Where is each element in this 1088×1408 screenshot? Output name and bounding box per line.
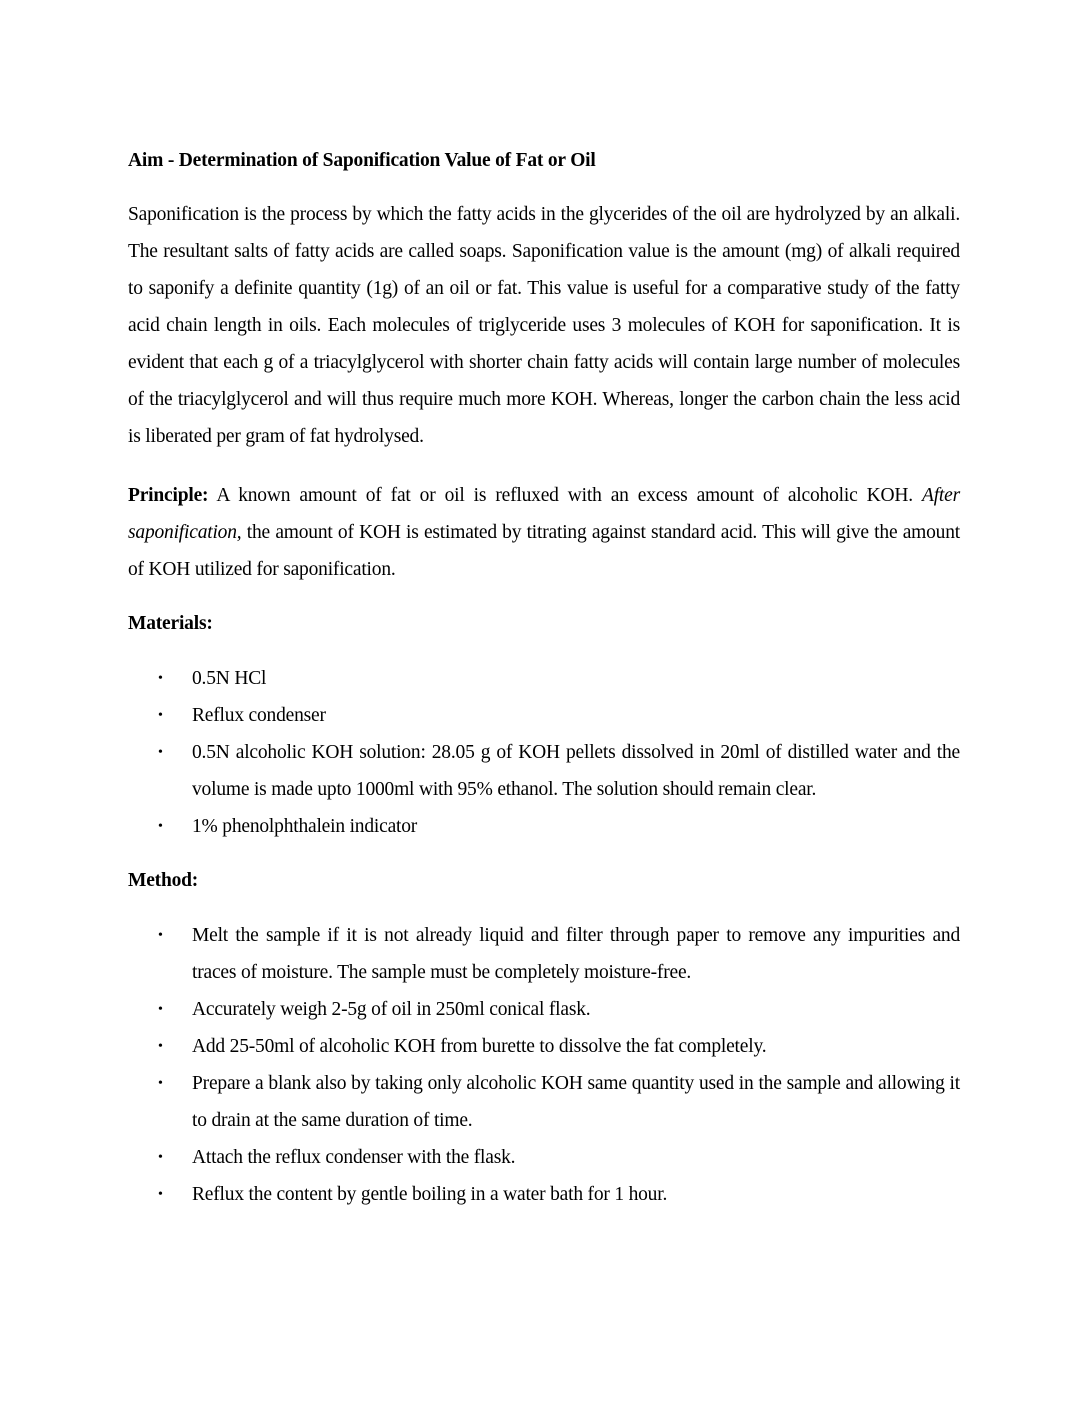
list-item xyxy=(128,1176,960,1213)
method-list xyxy=(128,917,960,1213)
bullet-icon: • xyxy=(158,1002,163,1017)
document-page xyxy=(128,147,960,1235)
list-item-text: Attach the reflux condenser with the flask. xyxy=(192,1147,516,1168)
list-item-text: Reflux condenser xyxy=(192,705,326,726)
list-item-text: 1% phenolphthalein indicator xyxy=(192,816,418,837)
bullet-icon: • xyxy=(158,671,163,686)
list-item-text: Add 25-50ml of alcoholic KOH from burette to dissolve the fat completely. xyxy=(192,1036,767,1057)
principle-text-2: the amount of KOH is estimated by titrating against standard acid. This will give the amount of KOH utilized for saponification. xyxy=(128,522,960,580)
method-heading: Method: xyxy=(128,870,199,891)
list-item-text: Reflux the content by gentle boiling in a water bath for 1 hour. xyxy=(192,1184,668,1205)
list-item-text: 0.5N HCl xyxy=(192,668,267,689)
bullet-icon: • xyxy=(158,928,163,943)
list-item xyxy=(128,1065,960,1139)
list-item xyxy=(128,660,960,697)
list-item-text: 0.5N alcoholic KOH solution: 28.05 g of KOH pellets dissolved in 20ml of distilled water and the volume is made upto 1000ml with 95% ethanol. The solution should remain clear. xyxy=(192,742,960,800)
bullet-icon: • xyxy=(158,1187,163,1202)
bullet-icon: • xyxy=(158,819,163,834)
bullet-icon: • xyxy=(158,1150,163,1165)
list-item xyxy=(128,734,960,808)
list-item xyxy=(128,808,960,845)
materials-list xyxy=(128,660,960,845)
principle-text-1: A known amount of fat or oil is refluxed with an excess amount of alcoholic KOH. xyxy=(208,485,922,506)
bullet-icon: • xyxy=(158,1076,163,1091)
document-title: Aim - Determination of Saponification Value of Fat or Oil xyxy=(128,150,596,171)
list-item xyxy=(128,697,960,734)
bullet-icon: • xyxy=(158,745,163,760)
list-item xyxy=(128,1028,960,1065)
principle-paragraph xyxy=(128,477,960,588)
materials-heading: Materials: xyxy=(128,613,213,634)
principle-label: Principle: xyxy=(128,485,209,506)
list-item-text: Accurately weigh 2-5g of oil in 250ml conical flask. xyxy=(192,999,591,1020)
list-item-text: Melt the sample if it is not already liquid and filter through paper to remove any impurities and traces of moisture. The sample must be completely moisture-free. xyxy=(192,925,960,983)
list-item xyxy=(128,917,960,991)
list-item xyxy=(128,1139,960,1176)
bullet-icon: • xyxy=(158,1039,163,1054)
intro-paragraph: Saponification is the process by which the fatty acids in the glycerides of the oil are hydrolyzed by an alkali. The resultant salts of fatty acids are called soaps. Saponification value is the amount (mg) of alkali required to saponify a definite quantity (1g) of an oil or fat. This value is useful for a comparative study of the fatty acid chain length in oils. Each molecules of triglyceride uses 3 molecules of KOH for saponification. It is evident that each g of a triacylglycerol with shorter chain fatty acids will contain large number of molecules of the triacylglycerol and will thus require much more KOH. Whereas, longer the carbon chain the less acid is liberated per gram of fat hydrolysed. xyxy=(128,204,960,447)
list-item xyxy=(128,991,960,1028)
list-item-text: Prepare a blank also by taking only alcoholic KOH same quantity used in the sample and allowing it to drain at the same duration of time. xyxy=(192,1073,960,1131)
bullet-icon: • xyxy=(158,708,163,723)
principle-italic-text: After saponification, xyxy=(128,485,960,543)
